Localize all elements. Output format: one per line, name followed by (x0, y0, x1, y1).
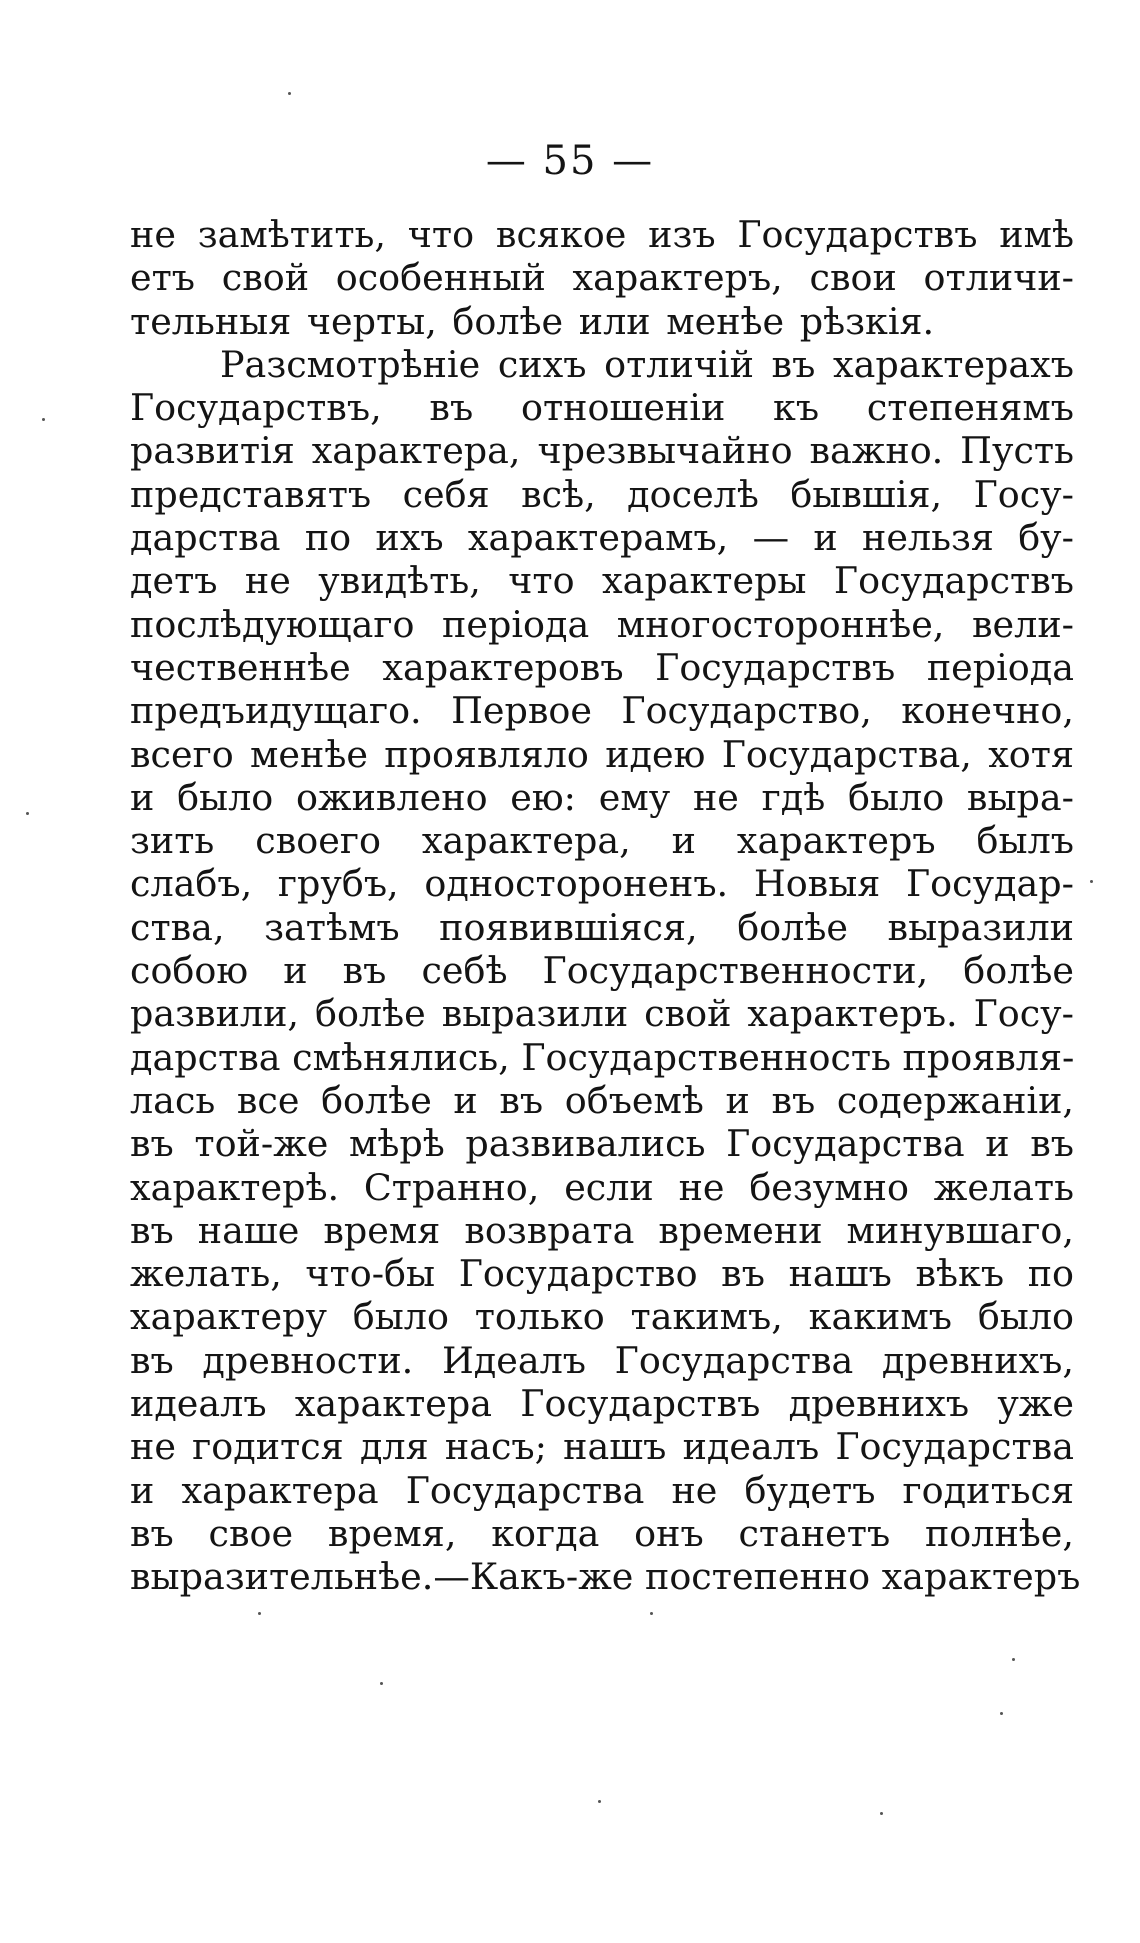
scan-speck (598, 1800, 601, 1803)
text-line: чественнѣе характеровъ Государствъ періода (130, 645, 1074, 689)
text-line: желать, что-бы Государство въ нашъ вѣкъ по (130, 1252, 1074, 1296)
scan-speck (380, 1682, 383, 1685)
text-line: въ наше время возврата времени минувшаго, (130, 1208, 1074, 1252)
text-line: и было оживлено ею: ему не гдѣ было выра- (130, 775, 1074, 819)
scan-speck (258, 1612, 261, 1615)
text-line: выразительнѣе.—Какъ-же постепенно характеръ (130, 1555, 1081, 1599)
text-line: въ свое время, когда онъ станетъ полнѣе, (130, 1511, 1074, 1555)
text-line: представятъ себя всѣ, доселѣ бывшія, Госу- (130, 472, 1074, 516)
scan-speck (880, 1812, 883, 1815)
text-line: етъ свой особенный характеръ, свои отличи- (130, 256, 1074, 300)
text-line: развили, болѣе выразили свой характеръ. Госу- (130, 992, 1074, 1036)
text-line: не годится для насъ; нашъ идеалъ Государства (130, 1425, 1074, 1469)
text-line: тельныя черты, болѣе или менѣе рѣзкія. (130, 299, 935, 343)
text-line: зить своего характера, и характеръ былъ (130, 819, 1074, 863)
text-line: развитія характера, чрезвычайно важно. Пусть (130, 429, 1074, 473)
scan-speck (42, 418, 45, 421)
text-line: не замѣтить, что всякое изъ Государствъ имѣ (130, 213, 1074, 256)
scan-speck (1012, 1658, 1015, 1661)
text-line: идеалъ характера Государствъ древнихъ уже (130, 1382, 1074, 1426)
text-line: въ той-же мѣрѣ развивались Государства и въ (130, 1122, 1074, 1166)
text-line: лась все болѣе и въ объемѣ и въ содержаніи, (130, 1078, 1074, 1122)
text-line: характерѣ. Странно, если не безумно желать (130, 1165, 1074, 1209)
text-line: Государствъ, въ отношеніи къ степенямъ (130, 386, 1074, 430)
text-line: послѣдующаго періода многостороннѣе, вели- (130, 602, 1074, 646)
scan-speck (26, 812, 29, 815)
text-line: дарства смѣнялись, Государственность проявля- (130, 1035, 1075, 1079)
text-line: и характера Государства не будетъ годиться (130, 1468, 1074, 1512)
text-line: дарства по ихъ характерамъ, — и нельзя бу- (130, 516, 1074, 560)
text-line: детъ не увидѣть, что характеры Государствъ (130, 559, 1074, 603)
text-line: характеру было только такимъ, какимъ было (130, 1295, 1074, 1339)
scan-speck (1090, 880, 1093, 883)
scan-speck (288, 92, 291, 95)
text-line: слабъ, грубъ, одностороненъ. Новыя Государ- (130, 862, 1074, 906)
text-line: собою и въ себѣ Государственности, болѣе (130, 949, 1074, 993)
text-line: Разсмотрѣніе сихъ отличій въ характерахъ (220, 342, 1074, 386)
scan-speck (1000, 1712, 1003, 1715)
page-number: — 55 — (485, 138, 655, 184)
text-line: ства, затѣмъ появившіяся, болѣе выразили (130, 905, 1074, 949)
text-line: всего менѣе проявляло идею Государства, хотя (130, 732, 1074, 776)
text-line: въ древности. Идеалъ Государства древнихъ, (130, 1338, 1074, 1382)
text-line: предъидущаго. Первое Государство, конечно, (130, 689, 1074, 733)
body-text (130, 213, 1081, 1599)
scan-speck (650, 1612, 653, 1615)
